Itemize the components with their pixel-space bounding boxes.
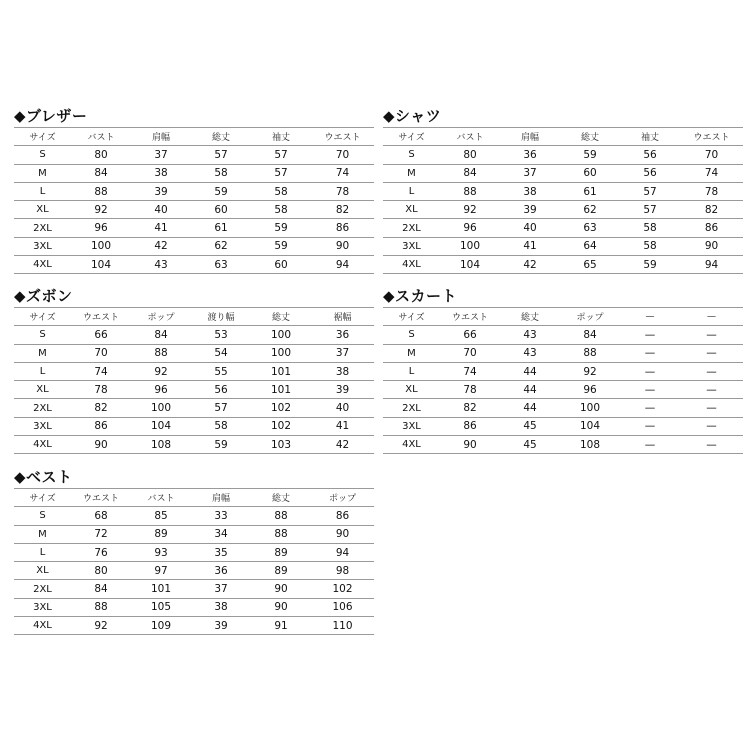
table-title: ◆ズボン: [14, 287, 73, 305]
column-header: 総丈: [500, 308, 560, 326]
value-cell: 59: [620, 256, 680, 274]
value-cell: 38: [131, 164, 191, 182]
column-header: 総丈: [251, 308, 311, 326]
header-row: [383, 308, 743, 326]
value-cell: 86: [680, 219, 743, 237]
value-cell: 66: [71, 326, 131, 344]
value-cell: 76: [71, 543, 131, 561]
value-cell: 100: [560, 399, 620, 417]
table-title: ◆ベスト: [14, 468, 73, 486]
size-cell: 4XL: [383, 256, 440, 274]
column-header: サイズ: [383, 128, 440, 146]
value-cell: 65: [560, 256, 620, 274]
value-cell: 100: [251, 344, 311, 362]
header-row: [14, 308, 374, 326]
value-cell: 54: [191, 344, 251, 362]
table-row: [14, 507, 374, 525]
value-cell: 101: [251, 381, 311, 399]
size-cell: M: [14, 344, 71, 362]
value-cell: 59: [251, 237, 311, 255]
table-row: [383, 344, 743, 362]
value-cell: —: [620, 344, 680, 362]
value-cell: 90: [311, 525, 374, 543]
table-row: [14, 525, 374, 543]
size-cell: S: [14, 507, 71, 525]
value-cell: 86: [311, 219, 374, 237]
size-cell: 2XL: [383, 399, 440, 417]
value-cell: 36: [191, 562, 251, 580]
column-header: ポップ: [131, 308, 191, 326]
value-cell: 100: [440, 237, 500, 255]
value-cell: 58: [620, 237, 680, 255]
value-cell: 39: [131, 182, 191, 200]
value-cell: 104: [131, 417, 191, 435]
value-cell: 39: [191, 617, 251, 635]
value-cell: 58: [191, 164, 251, 182]
table-row: [383, 164, 743, 182]
column-header: サイズ: [14, 308, 71, 326]
value-cell: 100: [131, 399, 191, 417]
size-table: [14, 127, 374, 274]
value-cell: 40: [131, 201, 191, 219]
size-cell: XL: [14, 201, 71, 219]
size-cell: S: [14, 326, 71, 344]
value-cell: 64: [560, 237, 620, 255]
column-header: ウエスト: [311, 128, 374, 146]
value-cell: 57: [191, 146, 251, 164]
column-header: サイズ: [383, 308, 440, 326]
table-title: ◆シャツ: [383, 107, 442, 125]
table-row: [14, 164, 374, 182]
value-cell: 44: [500, 381, 560, 399]
column-header: サイズ: [14, 128, 71, 146]
value-cell: 92: [440, 201, 500, 219]
value-cell: 86: [71, 417, 131, 435]
value-cell: 41: [311, 417, 374, 435]
table-row: [383, 436, 743, 454]
value-cell: 59: [560, 146, 620, 164]
value-cell: 57: [251, 146, 311, 164]
value-cell: 100: [251, 326, 311, 344]
value-cell: 58: [620, 219, 680, 237]
value-cell: 88: [251, 507, 311, 525]
value-cell: 101: [251, 362, 311, 380]
value-cell: 78: [440, 381, 500, 399]
size-table: [14, 307, 374, 454]
value-cell: 60: [191, 201, 251, 219]
table-row: [383, 182, 743, 200]
table-row: [14, 146, 374, 164]
value-cell: 86: [440, 417, 500, 435]
header-row: [14, 489, 374, 507]
size-cell: L: [14, 543, 71, 561]
value-cell: 41: [131, 219, 191, 237]
value-cell: 33: [191, 507, 251, 525]
value-cell: 90: [680, 237, 743, 255]
size-cell: 4XL: [383, 436, 440, 454]
value-cell: 59: [191, 436, 251, 454]
value-cell: 38: [311, 362, 374, 380]
value-cell: 57: [191, 399, 251, 417]
value-cell: 70: [311, 146, 374, 164]
value-cell: 58: [191, 417, 251, 435]
value-cell: 43: [131, 256, 191, 274]
value-cell: 108: [131, 436, 191, 454]
value-cell: 42: [131, 237, 191, 255]
value-cell: 89: [131, 525, 191, 543]
table-row: [14, 219, 374, 237]
size-cell: 2XL: [14, 580, 71, 598]
value-cell: —: [620, 399, 680, 417]
value-cell: 103: [251, 436, 311, 454]
size-table-pants: [14, 285, 374, 454]
size-cell: 4XL: [14, 617, 71, 635]
value-cell: 70: [680, 146, 743, 164]
size-cell: M: [383, 344, 440, 362]
table-row: [14, 182, 374, 200]
value-cell: 92: [71, 617, 131, 635]
column-header: 肩幅: [500, 128, 560, 146]
column-header: 渡り幅: [191, 308, 251, 326]
value-cell: 55: [191, 362, 251, 380]
header-row: [14, 128, 374, 146]
value-cell: 63: [560, 219, 620, 237]
value-cell: 90: [71, 436, 131, 454]
value-cell: 89: [251, 543, 311, 561]
value-cell: 85: [131, 507, 191, 525]
value-cell: —: [680, 362, 743, 380]
value-cell: 35: [191, 543, 251, 561]
table-row: [14, 617, 374, 635]
table-row: [383, 399, 743, 417]
value-cell: 86: [311, 507, 374, 525]
table-row: [14, 344, 374, 362]
size-cell: L: [383, 362, 440, 380]
size-cell: 3XL: [383, 417, 440, 435]
value-cell: 82: [680, 201, 743, 219]
size-cell: L: [383, 182, 440, 200]
value-cell: 84: [131, 326, 191, 344]
value-cell: 57: [251, 164, 311, 182]
size-cell: L: [14, 362, 71, 380]
value-cell: 60: [560, 164, 620, 182]
table-row: [14, 201, 374, 219]
value-cell: 105: [131, 598, 191, 616]
column-header: 袖丈: [251, 128, 311, 146]
table-row: [14, 326, 374, 344]
value-cell: 43: [500, 344, 560, 362]
size-cell: L: [14, 182, 71, 200]
value-cell: 37: [191, 580, 251, 598]
value-cell: 38: [191, 598, 251, 616]
size-cell: 3XL: [383, 237, 440, 255]
value-cell: 97: [131, 562, 191, 580]
table-row: [14, 381, 374, 399]
value-cell: 106: [311, 598, 374, 616]
value-cell: 58: [251, 182, 311, 200]
size-cell: 3XL: [14, 237, 71, 255]
value-cell: 78: [680, 182, 743, 200]
column-header: 総丈: [191, 128, 251, 146]
value-cell: 96: [131, 381, 191, 399]
value-cell: 82: [440, 399, 500, 417]
value-cell: —: [680, 326, 743, 344]
value-cell: 66: [440, 326, 500, 344]
value-cell: 98: [311, 562, 374, 580]
value-cell: 82: [71, 399, 131, 417]
size-cell: XL: [14, 381, 71, 399]
table-row: [14, 237, 374, 255]
size-cell: M: [14, 164, 71, 182]
value-cell: 43: [500, 326, 560, 344]
size-table-shirt: [383, 105, 743, 274]
value-cell: 109: [131, 617, 191, 635]
table-row: [14, 399, 374, 417]
column-header: 総丈: [560, 128, 620, 146]
value-cell: 60: [251, 256, 311, 274]
value-cell: 68: [71, 507, 131, 525]
size-table: [383, 307, 743, 454]
value-cell: 38: [500, 182, 560, 200]
table-row: [14, 543, 374, 561]
column-header: 肩幅: [131, 128, 191, 146]
value-cell: 44: [500, 399, 560, 417]
value-cell: 74: [71, 362, 131, 380]
value-cell: 34: [191, 525, 251, 543]
value-cell: 57: [620, 201, 680, 219]
value-cell: 53: [191, 326, 251, 344]
value-cell: 40: [311, 399, 374, 417]
value-cell: 110: [311, 617, 374, 635]
value-cell: 108: [560, 436, 620, 454]
value-cell: 96: [71, 219, 131, 237]
value-cell: 96: [440, 219, 500, 237]
value-cell: 94: [311, 256, 374, 274]
value-cell: 104: [440, 256, 500, 274]
value-cell: 94: [680, 256, 743, 274]
value-cell: 78: [71, 381, 131, 399]
table-row: [14, 436, 374, 454]
value-cell: 45: [500, 436, 560, 454]
table-row: [14, 562, 374, 580]
value-cell: 100: [71, 237, 131, 255]
value-cell: 88: [71, 598, 131, 616]
table-row: [14, 256, 374, 274]
table-row: [383, 326, 743, 344]
value-cell: 74: [680, 164, 743, 182]
value-cell: 39: [311, 381, 374, 399]
table-row: [383, 201, 743, 219]
table-row: [14, 362, 374, 380]
value-cell: 102: [251, 399, 311, 417]
column-header: ポップ: [560, 308, 620, 326]
column-header: 裾幅: [311, 308, 374, 326]
value-cell: 93: [131, 543, 191, 561]
column-header: バスト: [131, 489, 191, 507]
value-cell: 59: [191, 182, 251, 200]
size-cell: 4XL: [14, 256, 71, 274]
value-cell: 62: [560, 201, 620, 219]
size-cell: 2XL: [383, 219, 440, 237]
value-cell: 90: [311, 237, 374, 255]
value-cell: 36: [500, 146, 560, 164]
table-row: [14, 417, 374, 435]
column-header: ウエスト: [71, 308, 131, 326]
value-cell: 72: [71, 525, 131, 543]
size-table-vest: [14, 466, 374, 635]
column-header: ウエスト: [71, 489, 131, 507]
value-cell: 88: [251, 525, 311, 543]
value-cell: 84: [71, 164, 131, 182]
value-cell: 45: [500, 417, 560, 435]
header-row: [383, 128, 743, 146]
size-table-blazer: [14, 105, 374, 274]
table-row: [14, 598, 374, 616]
value-cell: 78: [311, 182, 374, 200]
column-header: バスト: [71, 128, 131, 146]
value-cell: 96: [560, 381, 620, 399]
column-header: —: [680, 308, 743, 326]
value-cell: 102: [251, 417, 311, 435]
value-cell: 40: [500, 219, 560, 237]
column-header: ポップ: [311, 489, 374, 507]
value-cell: 92: [71, 201, 131, 219]
table-title: ◆スカート: [383, 287, 458, 305]
value-cell: 56: [191, 381, 251, 399]
size-cell: XL: [383, 381, 440, 399]
table-row: [383, 381, 743, 399]
value-cell: 37: [500, 164, 560, 182]
value-cell: 92: [131, 362, 191, 380]
table-row: [383, 146, 743, 164]
value-cell: 84: [560, 326, 620, 344]
column-header: サイズ: [14, 489, 71, 507]
value-cell: 94: [311, 543, 374, 561]
column-header: 袖丈: [620, 128, 680, 146]
value-cell: 89: [251, 562, 311, 580]
value-cell: 56: [620, 164, 680, 182]
size-cell: XL: [383, 201, 440, 219]
value-cell: 84: [71, 580, 131, 598]
value-cell: —: [620, 326, 680, 344]
size-cell: 2XL: [14, 219, 71, 237]
value-cell: 74: [440, 362, 500, 380]
value-cell: 101: [131, 580, 191, 598]
value-cell: 92: [560, 362, 620, 380]
value-cell: —: [620, 417, 680, 435]
value-cell: 88: [440, 182, 500, 200]
column-header: ウエスト: [680, 128, 743, 146]
table-row: [383, 417, 743, 435]
value-cell: 80: [71, 146, 131, 164]
value-cell: 84: [440, 164, 500, 182]
value-cell: 36: [311, 326, 374, 344]
size-cell: S: [14, 146, 71, 164]
value-cell: 41: [500, 237, 560, 255]
value-cell: 80: [440, 146, 500, 164]
value-cell: 39: [500, 201, 560, 219]
value-cell: 102: [311, 580, 374, 598]
value-cell: 61: [560, 182, 620, 200]
value-cell: —: [680, 399, 743, 417]
value-cell: —: [620, 381, 680, 399]
value-cell: 82: [311, 201, 374, 219]
value-cell: 80: [71, 562, 131, 580]
size-cell: S: [383, 326, 440, 344]
value-cell: 104: [71, 256, 131, 274]
size-cell: M: [14, 525, 71, 543]
column-header: 肩幅: [191, 489, 251, 507]
value-cell: 90: [251, 580, 311, 598]
value-cell: —: [620, 436, 680, 454]
value-cell: 59: [251, 219, 311, 237]
table-row: [383, 237, 743, 255]
table-row: [383, 362, 743, 380]
value-cell: 91: [251, 617, 311, 635]
size-cell: 3XL: [14, 598, 71, 616]
column-header: 総丈: [251, 489, 311, 507]
value-cell: 70: [71, 344, 131, 362]
size-table: [383, 127, 743, 274]
value-cell: 37: [131, 146, 191, 164]
size-cell: XL: [14, 562, 71, 580]
table-row: [383, 219, 743, 237]
value-cell: 88: [131, 344, 191, 362]
size-cell: 4XL: [14, 436, 71, 454]
size-table: [14, 488, 374, 635]
value-cell: 104: [560, 417, 620, 435]
value-cell: 56: [620, 146, 680, 164]
size-cell: M: [383, 164, 440, 182]
value-cell: 90: [251, 598, 311, 616]
value-cell: 37: [311, 344, 374, 362]
table-row: [383, 256, 743, 274]
size-cell: 2XL: [14, 399, 71, 417]
table-title: ◆ブレザー: [14, 107, 88, 125]
size-cell: 3XL: [14, 417, 71, 435]
value-cell: 88: [560, 344, 620, 362]
size-table-skirt: [383, 285, 743, 454]
value-cell: —: [680, 417, 743, 435]
value-cell: —: [680, 436, 743, 454]
value-cell: 44: [500, 362, 560, 380]
value-cell: 63: [191, 256, 251, 274]
value-cell: 88: [71, 182, 131, 200]
column-header: ウエスト: [440, 308, 500, 326]
size-cell: S: [383, 146, 440, 164]
value-cell: 62: [191, 237, 251, 255]
value-cell: 90: [440, 436, 500, 454]
value-cell: 58: [251, 201, 311, 219]
table-row: [14, 580, 374, 598]
value-cell: 42: [311, 436, 374, 454]
value-cell: 61: [191, 219, 251, 237]
value-cell: —: [680, 381, 743, 399]
value-cell: 74: [311, 164, 374, 182]
column-header: —: [620, 308, 680, 326]
value-cell: 70: [440, 344, 500, 362]
column-header: バスト: [440, 128, 500, 146]
value-cell: —: [680, 344, 743, 362]
value-cell: 42: [500, 256, 560, 274]
value-cell: —: [620, 362, 680, 380]
value-cell: 57: [620, 182, 680, 200]
